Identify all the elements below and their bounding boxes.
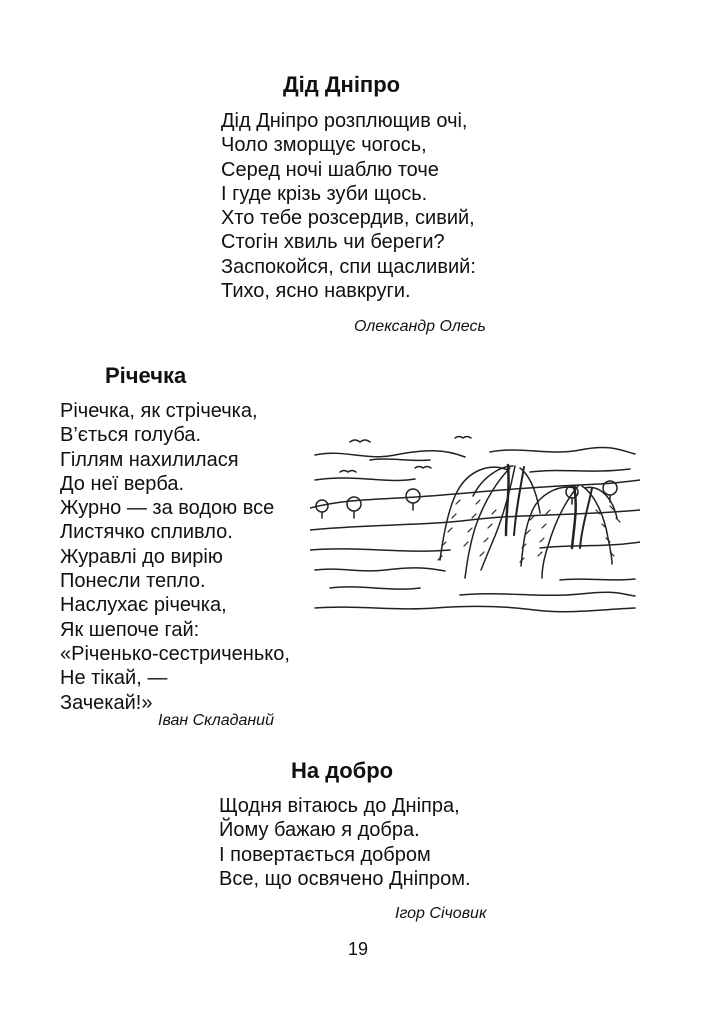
page-number: 19 xyxy=(348,939,369,959)
verse-line: І гуде крізь зуби щось. xyxy=(221,182,428,205)
verse-line: Журно — за водою все xyxy=(60,497,275,520)
willows-by-river-illustration xyxy=(310,430,640,620)
verse-line: Гіллям нахилилася xyxy=(60,448,239,471)
poem-verse xyxy=(221,109,476,303)
verse-line: Все, що освячено Дніпром. xyxy=(219,867,471,890)
poem-title: Дід Дніпро xyxy=(283,72,401,97)
poem-author: Ігор Січовик xyxy=(395,905,487,922)
verse-line: Щодня вітаюсь до Дніпра, xyxy=(219,795,460,817)
verse-line: Йому бажаю я добра. xyxy=(219,819,420,842)
verse-line: Серед ночі шаблю точе xyxy=(221,158,439,181)
poem-title: Річечка xyxy=(105,363,187,388)
poem-author: Олександр Олесь xyxy=(354,318,486,335)
verse-line: Журавлі до вирію xyxy=(60,545,223,568)
verse-line: Стогін хвиль чи береги? xyxy=(221,231,445,254)
verse-line: І повертається добром xyxy=(219,843,431,866)
verse-line: Зачекай!» xyxy=(60,691,153,714)
verse-line: Тихо, ясно навкруги. xyxy=(221,280,411,303)
verse-line: Як шепоче гай: xyxy=(60,618,200,641)
verse-line: Листячко спливло. xyxy=(60,521,233,544)
verse-line: До неї верба. xyxy=(60,472,185,495)
verse-line: Понесли тепло. xyxy=(60,570,206,593)
verse-line: В’ється голуба. xyxy=(60,424,202,447)
poem-verse xyxy=(60,399,290,715)
verse-line: Чоло зморщує чогось, xyxy=(221,134,427,157)
verse-line: Хто тебе розсердив, сивий, xyxy=(221,207,475,230)
verse-line: Не тікай, — xyxy=(60,667,168,690)
poem-author: Іван Складаний xyxy=(158,712,274,729)
verse-line: «Річенько-сестриченько, xyxy=(60,642,290,665)
verse-line: Дід Дніпро розплющив очі, xyxy=(221,110,468,132)
verse-line: Наслухає річечка, xyxy=(60,594,227,617)
poem-title: На добро xyxy=(291,758,394,783)
poem-verse xyxy=(219,794,471,891)
verse-line: Річечка, як стрічечка, xyxy=(60,400,258,422)
verse-line: Заспокойся, спи щасливий: xyxy=(221,255,476,278)
